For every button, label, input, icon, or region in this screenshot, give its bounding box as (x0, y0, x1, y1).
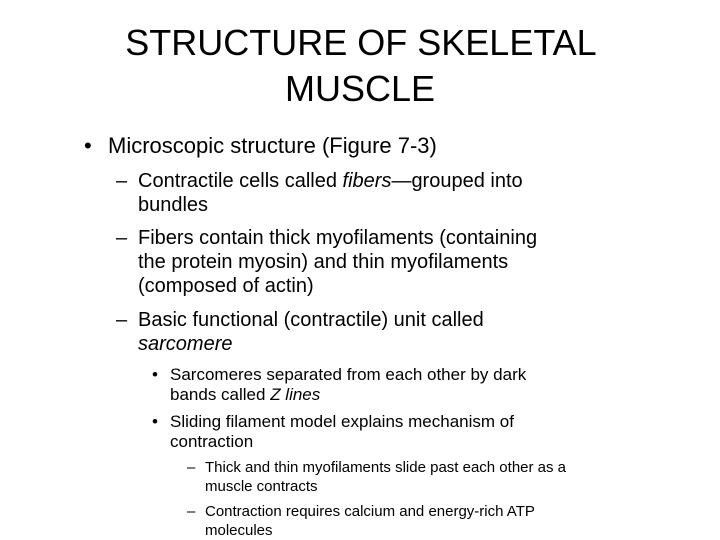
level4-text-line2: muscle contracts (205, 478, 318, 495)
subbullet-fibers (116, 169, 523, 217)
subbullet-text-line3: (composed of actin) (138, 275, 314, 297)
bullet-dot-icon: • (152, 412, 158, 431)
subsubbullet-z-lines (152, 365, 526, 405)
level4-item-calcium-atp (187, 502, 535, 540)
title-line-1: STRUCTURE OF SKELETAL (125, 22, 597, 63)
subbullet-text-italic: fibers (342, 170, 392, 192)
dash-bullet-icon: – (187, 459, 196, 476)
subbullet-text-line1: Basic functional (contractile) unit called (138, 309, 484, 331)
bullet-text: Microscopic structure (Figure 7-3) (108, 133, 437, 158)
subbullet-text-line2-italic: sarcomere (138, 333, 233, 355)
bullet-dot-icon: • (152, 365, 158, 384)
dash-bullet-icon: – (116, 170, 128, 192)
level4-text-line2: molecules (205, 522, 273, 539)
dash-bullet-icon: – (116, 227, 128, 249)
subsubbullet-text-line2: contraction (170, 432, 254, 451)
dash-bullet-icon: – (116, 309, 128, 331)
subsubbullet-sliding-filament (152, 412, 514, 452)
subbullet-myofilaments (116, 226, 537, 298)
subbullet-text-line2: bundles (138, 194, 209, 216)
level4-text-line1: Contraction requires calcium and energy-rich ATP (205, 503, 535, 520)
subsubbullet-text-line2-italic: Z lines (270, 385, 321, 404)
slide-title (0, 20, 720, 112)
subsubbullet-text-line1: Sarcomeres separated from each other by dark (170, 365, 527, 384)
subbullet-text-post: —grouped into (391, 170, 523, 192)
subbullet-text-line1: Fibers contain thick myofilaments (containing (138, 227, 538, 249)
bullet-microscopic-structure (84, 132, 437, 159)
level4-item-slide-past (187, 458, 566, 496)
dash-bullet-icon: – (187, 503, 196, 520)
subbullet-text-line2: the protein myosin) and thin myofilaments (138, 251, 509, 273)
title-line-2: MUSCLE (284, 68, 436, 109)
subsubbullet-text-line1: Sliding filament model explains mechanism of (170, 412, 514, 431)
subbullet-sarcomere (116, 308, 484, 356)
subsubbullet-text-line2-pre: bands called (170, 385, 271, 404)
subbullet-text-pre: Contractile cells called (138, 170, 343, 192)
bullet-dot-icon: • (84, 133, 92, 158)
level4-text-line1: Thick and thin myofilaments slide past each other as a (205, 459, 567, 476)
